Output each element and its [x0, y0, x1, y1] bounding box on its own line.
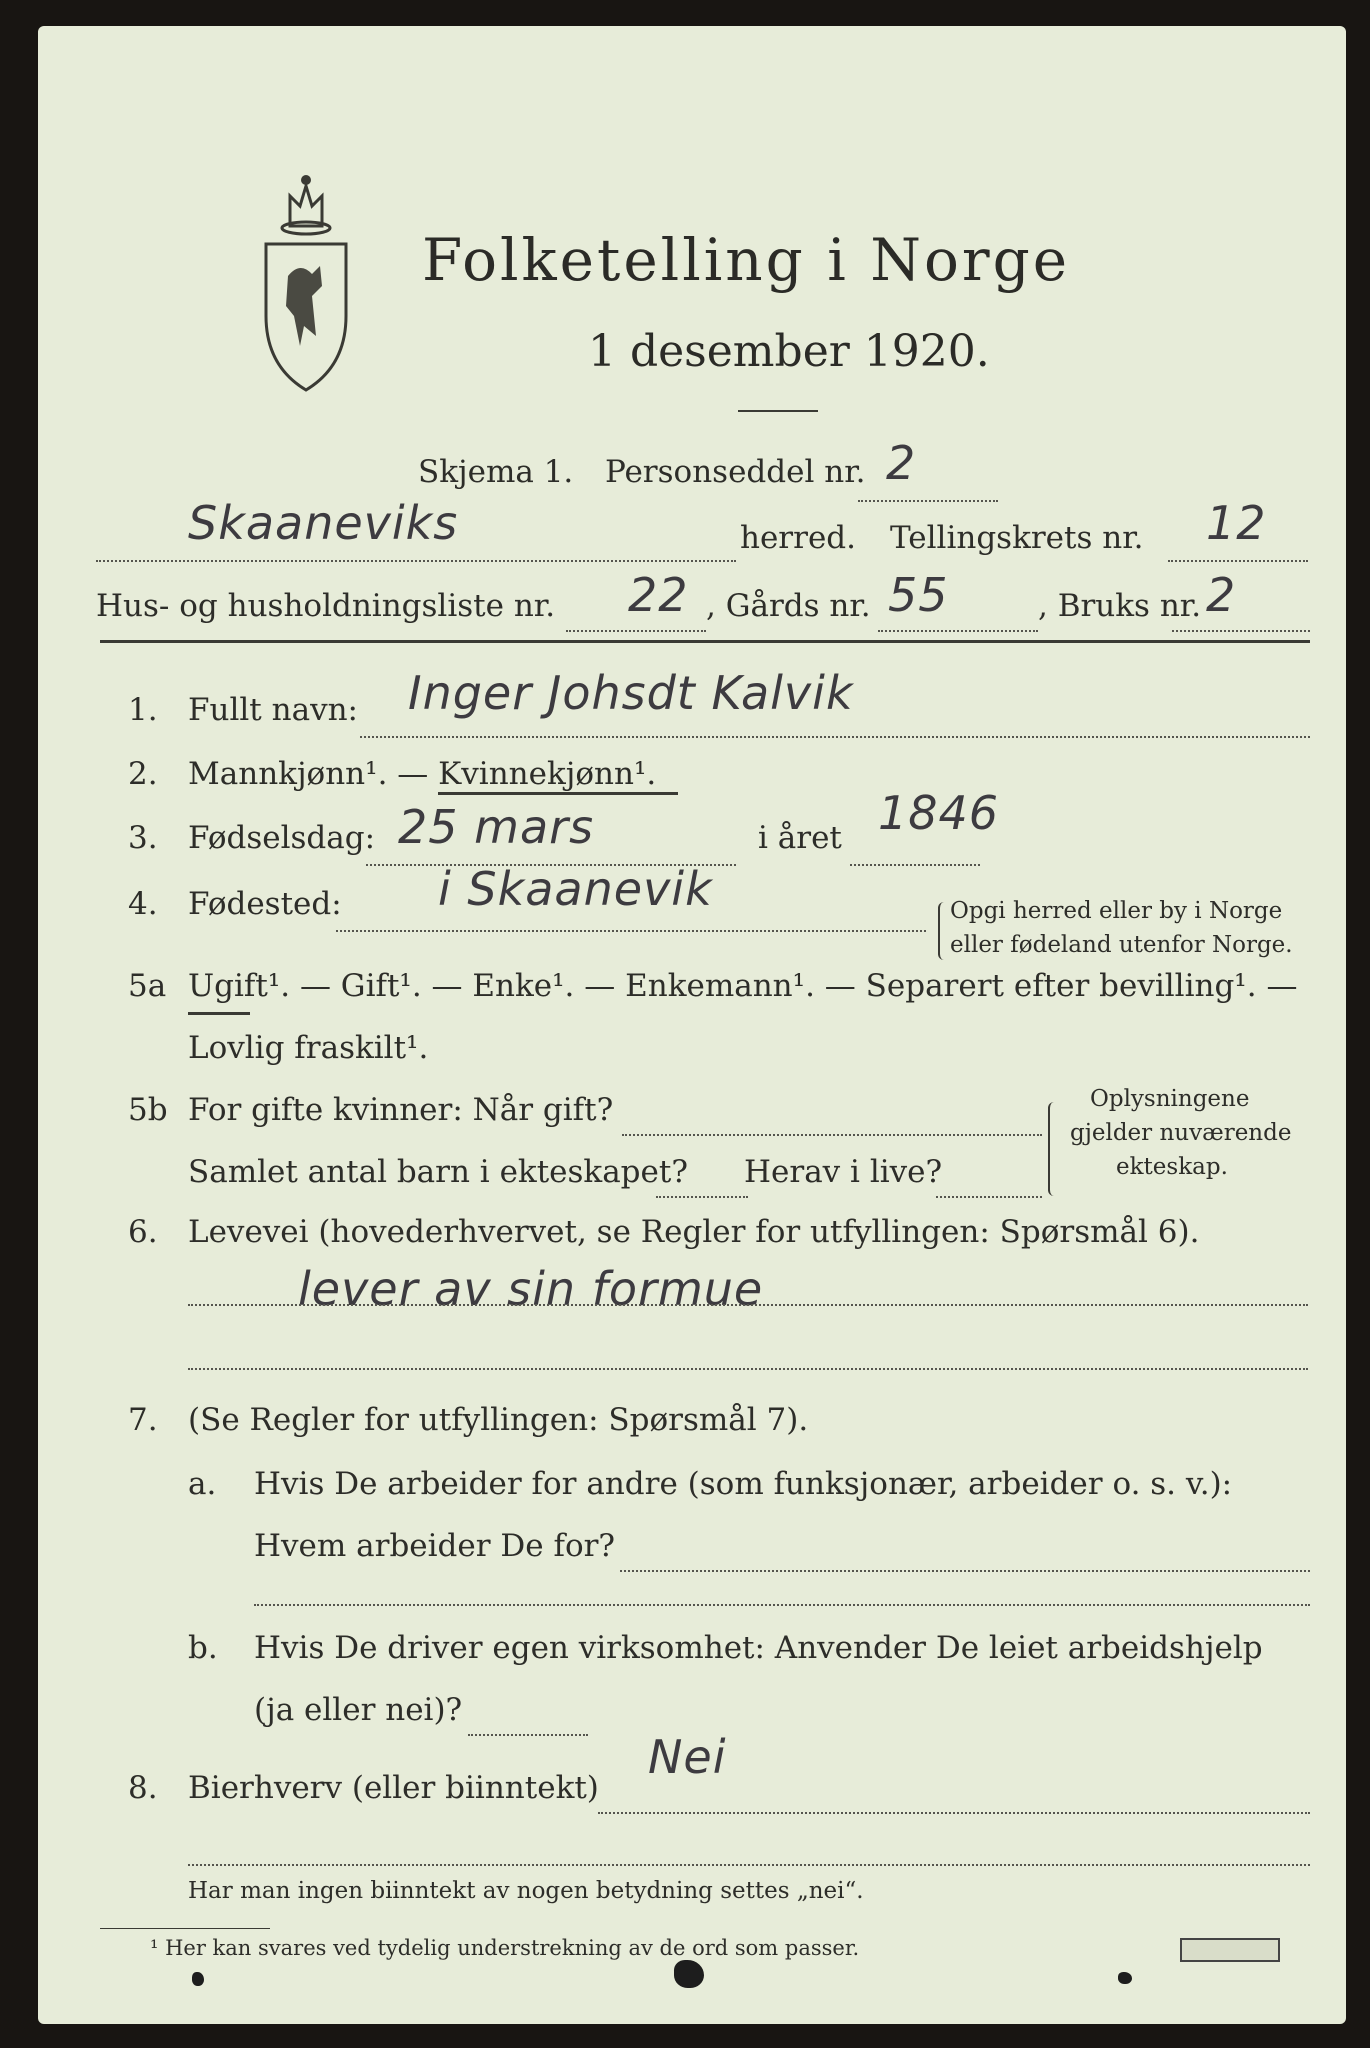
q5b-children-line — [656, 1196, 748, 1198]
q7a-line2: Hvem arbeider De for? — [254, 1528, 616, 1564]
herred-label: herred. — [740, 520, 856, 556]
q5b-note-line2: gjelder nuværende — [1070, 1120, 1292, 1146]
q4-note-line2: eller fødeland utenfor Norge. — [950, 932, 1293, 958]
q8-side-income-value[interactable]: Nei — [648, 1730, 727, 1784]
q7b-line2: (ja eller nei)? — [254, 1692, 463, 1728]
q4-brace — [938, 902, 948, 960]
husliste-value[interactable]: 22 — [628, 568, 689, 622]
title-divider — [738, 410, 818, 412]
q1-label: Fullt navn: — [188, 692, 358, 728]
q7a-line1: Hvis De arbeider for andre (som funksjonær, arbeider o. s. v.): — [254, 1466, 1233, 1502]
q3-year-line — [850, 864, 980, 866]
gards-label: , Gårds nr. — [706, 588, 871, 624]
q4-number: 4. — [128, 886, 158, 922]
q3-label: Fødselsdag: — [188, 820, 376, 856]
husliste-line — [566, 630, 706, 632]
q5b-brace — [1048, 1102, 1060, 1196]
q6-line2 — [188, 1368, 1308, 1370]
q7a-number: a. — [188, 1466, 217, 1502]
personseddel-value[interactable]: 2 — [886, 436, 917, 490]
q7a-line-extra — [254, 1604, 1310, 1606]
coat-of-arms-icon — [260, 166, 352, 396]
q3-year-label: i året — [758, 820, 842, 856]
bruks-line — [1172, 630, 1310, 632]
personseddel-line — [858, 500, 998, 502]
bruks-label: , Bruks nr. — [1038, 588, 1202, 624]
q8-number: 8. — [128, 1770, 158, 1806]
census-form-page — [38, 26, 1346, 2024]
q5a-number: 5a — [128, 968, 167, 1004]
footnote: ¹ Her kan svares ved tydelig understrekning av de ord som passer. — [150, 1936, 860, 1960]
q7-number: 7. — [128, 1402, 158, 1438]
gards-value[interactable]: 55 — [888, 568, 949, 622]
q7a-line — [620, 1570, 1310, 1572]
q1-full-name-value[interactable]: Inger Johsdt Kalvik — [408, 666, 854, 720]
tellingskrets-label: Tellingskrets nr. — [890, 520, 1144, 556]
q5a-underline-ugift — [188, 1012, 250, 1015]
q6-number: 6. — [128, 1214, 158, 1250]
q8-label: Bierhverv (eller biinntekt) — [188, 1770, 599, 1806]
q7b-line — [468, 1734, 588, 1736]
q1-line — [360, 736, 1310, 738]
q5b-number: 5b — [128, 1092, 168, 1128]
q5b-line1: For gifte kvinner: Når gift? — [188, 1092, 614, 1128]
q1-number: 1. — [128, 692, 158, 728]
q4-label: Fødested: — [188, 886, 342, 922]
q8-line — [598, 1812, 1310, 1814]
herred-value[interactable]: Skaaneviks — [188, 496, 459, 550]
q3-number: 3. — [128, 820, 158, 856]
husliste-label: Hus- og husholdningsliste nr. — [96, 588, 556, 624]
q7b-number: b. — [188, 1630, 218, 1666]
q2-label: Mannkjønn¹. — Kvinnekjønn¹. — [188, 756, 657, 792]
q6-label: Levevei (hovederhvervet, se Regler for utfyllingen: Spørsmål 6). — [188, 1214, 1200, 1250]
q7-label: (Se Regler for utfyllingen: Spørsmål 7). — [188, 1402, 809, 1438]
q5b-note-line1: Oplysningene — [1090, 1086, 1250, 1112]
tellingskrets-line — [1168, 560, 1308, 562]
footnote-rule — [100, 1928, 270, 1929]
q5a-line1: Ugift¹. — Gift¹. — Enke¹. — Enkemann¹. — Separert efter bevilling¹. — — [188, 968, 1298, 1004]
herred-line — [96, 560, 736, 562]
q5b-line2: Samlet antal barn i ekteskapet? — [188, 1154, 688, 1190]
q5a-line2: Lovlig fraskilt¹. — [188, 1030, 429, 1066]
q8-line2 — [188, 1864, 1310, 1866]
q4-birthplace-value[interactable]: i Skaanevik — [438, 862, 713, 916]
q5b-note-line3: ekteskap. — [1116, 1154, 1228, 1180]
gards-line — [878, 630, 1038, 632]
printer-stamp — [1180, 1938, 1280, 1962]
q2-number: 2. — [128, 756, 158, 792]
census-date: 1 desember 1920. — [588, 326, 990, 377]
ink-blot — [674, 1960, 704, 1988]
q5b-alive-line — [936, 1196, 1042, 1198]
ink-speck — [1118, 1972, 1132, 1984]
q4-line — [336, 930, 926, 932]
q6-line1 — [188, 1304, 1308, 1306]
ink-speck — [192, 1972, 204, 1986]
q6-occupation-value[interactable]: lever av sin formue — [298, 1262, 764, 1316]
form-title: Folketelling i Norge — [422, 226, 1071, 294]
q3-year-value[interactable]: 1846 — [878, 786, 1000, 840]
bruks-value[interactable]: 2 — [1206, 568, 1237, 622]
personseddel-label: Personseddel nr. — [605, 454, 866, 490]
q3-birthdate-value[interactable]: 25 mars — [398, 800, 595, 854]
note-nei: Har man ingen biinntekt av nogen betydning settes „nei“. — [188, 1878, 864, 1904]
q5b-married-line — [622, 1134, 1042, 1136]
q4-note-line1: Opgi herred eller by i Norge — [950, 898, 1283, 924]
header-rule — [100, 640, 1310, 643]
q2-underline-kvinnekjonn — [438, 792, 678, 795]
q5b-line2b: Herav i live? — [744, 1154, 943, 1190]
q7b-line1: Hvis De driver egen virksomhet: Anvender De leiet arbeidshjelp — [254, 1630, 1263, 1666]
schema-label: Skjema 1. — [418, 454, 574, 490]
tellingskrets-value[interactable]: 12 — [1206, 496, 1267, 550]
